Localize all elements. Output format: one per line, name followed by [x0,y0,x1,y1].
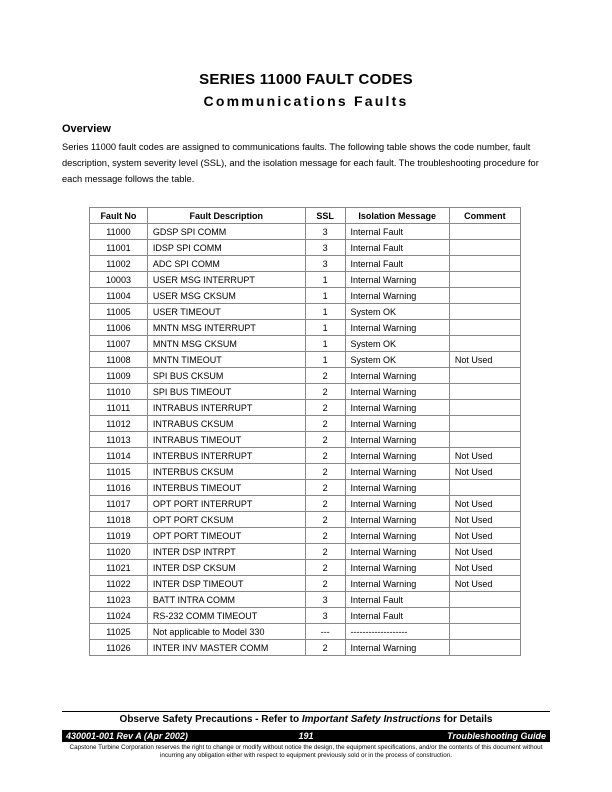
comment-cell: Not Used [449,496,520,512]
table-row [90,288,521,304]
ssl-cell: 3 [305,240,345,256]
isolation-message-cell: Internal Fault [345,592,449,608]
footer-bar [62,730,550,742]
header-ssl: SSL [305,208,345,224]
ssl-cell: 3 [305,592,345,608]
ssl-cell: 3 [305,608,345,624]
ssl-cell: 1 [305,352,345,368]
ssl-cell: 1 [305,336,345,352]
fault-description-cell: RS-232 COMM TIMEOUT [147,608,305,624]
fault-description-cell: OPT PORT TIMEOUT [147,528,305,544]
isolation-message-cell: Internal Warning [345,640,449,656]
isolation-message-cell: Internal Warning [345,480,449,496]
fault-number-cell: 11019 [90,528,148,544]
isolation-message-cell: Internal Warning [345,320,449,336]
comment-cell [449,400,520,416]
fault-description-cell: MNTN MSG INTERRUPT [147,320,305,336]
fault-number-cell: 10003 [90,272,148,288]
fault-number-cell: 11002 [90,256,148,272]
fault-description-cell: MNTN TIMEOUT [147,352,305,368]
fault-number-cell: 11024 [90,608,148,624]
document-id: 430001-001 Rev A (Apr 2002) [66,731,188,741]
isolation-message-cell: Internal Warning [345,416,449,432]
ssl-cell: 2 [305,368,345,384]
isolation-message-cell: Internal Warning [345,448,449,464]
table-row [90,480,521,496]
table-row [90,512,521,528]
fault-number-cell: 11008 [90,352,148,368]
fault-description-cell: INTRABUS TIMEOUT [147,432,305,448]
comment-cell [449,256,520,272]
fault-number-cell: 11018 [90,512,148,528]
table-row [90,352,521,368]
table-row [90,560,521,576]
isolation-message-cell: Internal Fault [345,240,449,256]
fault-number-cell: 11009 [90,368,148,384]
table-row [90,240,521,256]
fault-number-cell: 11020 [90,544,148,560]
comment-cell [449,640,520,656]
fault-description-cell: IDSP SPI COMM [147,240,305,256]
table-header-row [90,208,521,224]
comment-cell [449,480,520,496]
isolation-message-cell: ------------------- [345,624,449,640]
fault-description-cell: MNTN MSG CKSUM [147,336,305,352]
isolation-message-cell: Internal Warning [345,288,449,304]
fault-description-cell: INTERBUS CKSUM [147,464,305,480]
fault-description-cell: INTERBUS INTERRUPT [147,448,305,464]
table-row [90,272,521,288]
table-row [90,544,521,560]
fault-table-body [90,224,521,656]
fault-description-cell: INTER DSP CKSUM [147,560,305,576]
ssl-cell: 1 [305,304,345,320]
isolation-message-cell: Internal Warning [345,400,449,416]
table-row [90,576,521,592]
table-row [90,320,521,336]
isolation-message-cell: Internal Fault [345,608,449,624]
fault-description-cell: INTRABUS INTERRUPT [147,400,305,416]
fault-number-cell: 11023 [90,592,148,608]
table-row [90,256,521,272]
fault-description-cell: INTER DSP INTRPT [147,544,305,560]
comment-cell: Not Used [449,464,520,480]
ssl-cell: 2 [305,464,345,480]
fault-description-cell: Not applicable to Model 330 [147,624,305,640]
comment-cell [449,288,520,304]
comment-cell [449,240,520,256]
isolation-message-cell: Internal Warning [345,496,449,512]
isolation-message-cell: Internal Warning [345,512,449,528]
fault-description-cell: INTERBUS TIMEOUT [147,480,305,496]
header-comment: Comment [449,208,520,224]
fault-number-cell: 11001 [90,240,148,256]
table-row [90,640,521,656]
table-row [90,416,521,432]
comment-cell: Not Used [449,544,520,560]
fault-description-cell: USER MSG CKSUM [147,288,305,304]
ssl-cell: --- [305,624,345,640]
table-row [90,368,521,384]
table-row [90,336,521,352]
header-fault-description: Fault Description [147,208,305,224]
safety-suffix: for Details [440,714,493,725]
comment-cell [449,416,520,432]
fault-number-cell: 11015 [90,464,148,480]
fault-description-cell: OPT PORT CKSUM [147,512,305,528]
footer-rule [62,711,550,712]
isolation-message-cell: Internal Fault [345,256,449,272]
fault-number-cell: 11026 [90,640,148,656]
ssl-cell: 2 [305,416,345,432]
table-row [90,384,521,400]
ssl-cell: 2 [305,528,345,544]
fault-code-table [89,207,521,656]
isolation-message-cell: Internal Warning [345,432,449,448]
isolation-message-cell: Internal Warning [345,272,449,288]
comment-cell [449,320,520,336]
comment-cell [449,432,520,448]
header-fault-no: Fault No [90,208,148,224]
fault-description-cell: INTER DSP TIMEOUT [147,576,305,592]
comment-cell [449,304,520,320]
comment-cell [449,608,520,624]
ssl-cell: 2 [305,512,345,528]
table-row [90,224,521,240]
comment-cell: Not Used [449,512,520,528]
page-number: 191 [298,731,314,741]
fault-description-cell: SPI BUS CKSUM [147,368,305,384]
fault-number-cell: 11011 [90,400,148,416]
comment-cell [449,384,520,400]
ssl-cell: 2 [305,400,345,416]
fault-description-cell: INTRABUS CKSUM [147,416,305,432]
guide-name: Troubleshooting Guide [447,731,546,741]
comment-cell: Not Used [449,560,520,576]
fault-description-cell: USER TIMEOUT [147,304,305,320]
table-row [90,528,521,544]
fault-number-cell: 11013 [90,432,148,448]
overview-paragraph: Series 11000 fault codes are assigned to communications faults. The following table shows the code number, fault description, system severity level (SSL), and the isolation message for each fault. The troubleshooting procedure for each message follows the table. [62,142,539,184]
isolation-message-cell: Internal Warning [345,368,449,384]
comment-cell: Not Used [449,352,520,368]
safety-prefix: Observe Safety Precautions - Refer to [119,714,302,725]
fault-number-cell: 11022 [90,576,148,592]
comment-cell: Not Used [449,528,520,544]
table-row [90,464,521,480]
fault-description-cell: OPT PORT INTERRUPT [147,496,305,512]
ssl-cell: 2 [305,640,345,656]
ssl-cell: 2 [305,432,345,448]
isolation-message-cell: Internal Warning [345,576,449,592]
table-row [90,304,521,320]
fault-number-cell: 11012 [90,416,148,432]
comment-cell [449,592,520,608]
isolation-message-cell: System OK [345,336,449,352]
isolation-message-cell: Internal Warning [345,544,449,560]
ssl-cell: 2 [305,560,345,576]
isolation-message-cell: Internal Warning [345,384,449,400]
table-row [90,624,521,640]
ssl-cell: 1 [305,288,345,304]
fault-number-cell: 11021 [90,560,148,576]
fault-description-cell: ADC SPI COMM [147,256,305,272]
comment-cell [449,224,520,240]
table-row [90,432,521,448]
fault-description-cell: GDSP SPI COMM [147,224,305,240]
isolation-message-cell: Internal Fault [345,224,449,240]
ssl-cell: 2 [305,480,345,496]
overview-heading: Overview [62,123,111,135]
table-row [90,608,521,624]
fault-number-cell: 11006 [90,320,148,336]
isolation-message-cell: Internal Warning [345,464,449,480]
page-subtitle: Communications Faults [203,93,409,109]
fault-number-cell: 11005 [90,304,148,320]
fault-number-cell: 11017 [90,496,148,512]
table-row [90,496,521,512]
ssl-cell: 2 [305,576,345,592]
fault-number-cell: 11014 [90,448,148,464]
ssl-cell: 3 [305,224,345,240]
ssl-cell: 3 [305,256,345,272]
comment-cell [449,336,520,352]
safety-instructions-ref: Important Safety Instructions [301,714,441,725]
ssl-cell: 2 [305,384,345,400]
fault-number-cell: 11010 [90,384,148,400]
page-title: SERIES 11000 FAULT CODES [199,71,413,88]
fault-description-cell: BATT INTRA COMM [147,592,305,608]
fault-description-cell: USER MSG INTERRUPT [147,272,305,288]
fault-number-cell: 11000 [90,224,148,240]
ssl-cell: 1 [305,320,345,336]
header-isolation-message: Isolation Message [345,208,449,224]
comment-cell [449,368,520,384]
comment-cell: Not Used [449,576,520,592]
comment-cell: Not Used [449,448,520,464]
safety-notice [0,714,612,725]
fault-number-cell: 11004 [90,288,148,304]
fault-description-cell: INTER INV MASTER COMM [147,640,305,656]
fault-number-cell: 11007 [90,336,148,352]
comment-cell [449,272,520,288]
table-row [90,592,521,608]
ssl-cell: 2 [305,544,345,560]
isolation-message-cell: Internal Warning [345,560,449,576]
isolation-message-cell: System OK [345,352,449,368]
comment-cell [449,624,520,640]
table-row [90,448,521,464]
fault-number-cell: 11025 [90,624,148,640]
isolation-message-cell: Internal Warning [345,528,449,544]
ssl-cell: 2 [305,448,345,464]
legal-disclaimer: Capstone Turbine Corporation reserves the right to change or modify without notice the design, the equipment specifications, and/or the contents of this document without incurring any obligation either with respect to equipment previously sold or in the process of construction. [69,744,543,759]
ssl-cell: 2 [305,496,345,512]
fault-description-cell: SPI BUS TIMEOUT [147,384,305,400]
isolation-message-cell: System OK [345,304,449,320]
table-row [90,400,521,416]
ssl-cell: 1 [305,272,345,288]
fault-number-cell: 11016 [90,480,148,496]
